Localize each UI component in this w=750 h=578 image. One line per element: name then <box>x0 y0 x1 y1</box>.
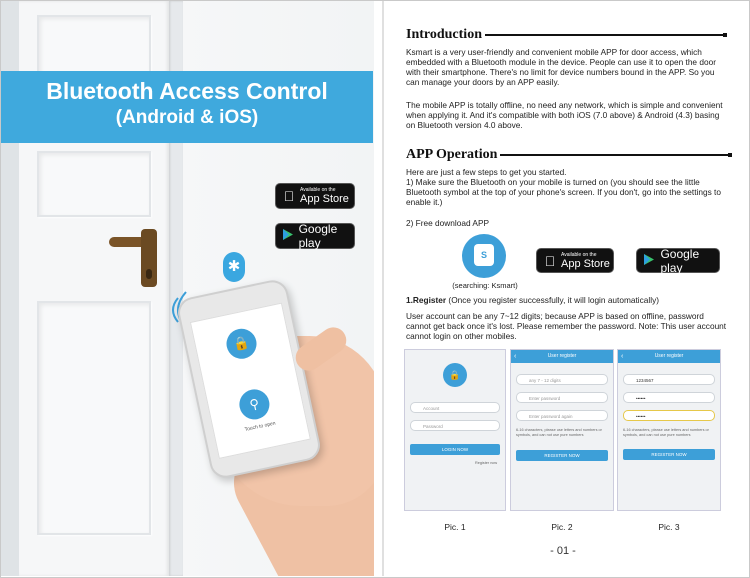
screenshot-login <box>404 349 506 511</box>
lock-icon: 🔒 <box>443 363 467 387</box>
phone-screen <box>190 303 311 459</box>
login-button[interactable]: LOGIN NOW <box>410 444 500 455</box>
intro-heading <box>406 27 727 43</box>
google-play-text: Google play <box>298 222 338 250</box>
password-hint: 6-16 characters, please use letters and numbers or symbols, and can not use pure numbers <box>516 428 602 437</box>
lock-icon[interactable]: 🔒 <box>224 326 260 362</box>
google-play-badge[interactable] <box>636 248 720 273</box>
intro-paragraph-1: Ksmart is a very user-friendly and convenient mobile APP for door access, which embedded with a Bluetooth module in the device. People can use it to open the door with their smartphone. There's no limit for device numbers bound in the APP. So you can manage your doors by an APP easily. <box>406 47 716 87</box>
left-page <box>1 1 374 576</box>
intro-paragraph-2: The mobile APP is totally offline, no need any network, which is simple and convenient when applying it. And it's compatible with both iOS (7.0 above) & Android (4.3) basing on Bluetooth version 4.0 above. <box>406 100 723 130</box>
operation-step-2: 2) Free download APP <box>406 218 490 228</box>
account-field[interactable]: any 7 - 12 digits <box>516 374 608 385</box>
intro-heading-text: Introduction <box>406 27 482 42</box>
caption-pic-1: Pic. 1 <box>444 522 466 532</box>
banner-title: Bluetooth Access Control <box>46 78 328 104</box>
confirm-password-field[interactable]: Enter password again <box>516 410 608 421</box>
operation-step-1: 1) Make sure the Bluetooth on your mobile is turned on (you should see the little Bluetooth symbol at the top of your phone's screen. If you don't, go into the settings to enable it.) <box>406 177 721 207</box>
register-button[interactable]: REGISTER NOW <box>623 449 715 460</box>
screenshot-register-filled <box>617 349 721 511</box>
key-icon[interactable]: ⚲ <box>237 387 273 423</box>
register-link[interactable]: Register now <box>475 461 498 465</box>
account-field[interactable]: Account <box>410 402 500 413</box>
back-icon[interactable]: ‹ <box>621 353 624 360</box>
page-number: - 01 - <box>550 545 576 557</box>
operation-heading <box>406 147 732 163</box>
register-titlebar <box>511 350 613 363</box>
door-panel-middle <box>37 151 151 217</box>
register-bold: 1.Register <box>406 295 447 305</box>
search-caption: (searching: Ksmart) <box>452 281 518 290</box>
confirm-password-field[interactable]: •••••• <box>623 410 715 421</box>
heading-dot <box>723 33 727 37</box>
appstore-small-text: Available on the <box>300 187 336 193</box>
heading-rule <box>485 34 723 36</box>
play-icon <box>280 228 296 244</box>
banner-subtitle: (Android & iOS) <box>115 107 259 128</box>
google-play-text: Google play <box>660 246 700 275</box>
appstore-small-text: Available on the <box>561 251 597 258</box>
heading-dot <box>728 153 732 157</box>
door-panel-top <box>37 15 151 77</box>
register-title: User register <box>654 353 684 359</box>
appstore-big-text: App Store <box>561 257 610 270</box>
apple-icon <box>280 188 298 204</box>
google-play-badge[interactable] <box>275 223 355 249</box>
operation-intro: Here are just a few steps to get you started. <box>406 167 567 177</box>
lock-icon: S <box>474 244 494 266</box>
password-field[interactable]: Enter password <box>516 392 608 403</box>
app-store-badge[interactable] <box>275 183 355 209</box>
door-panel-bottom <box>37 301 151 535</box>
register-button[interactable]: REGISTER NOW <box>516 450 608 461</box>
password-hint: 6-16 characters, please use letters and numbers or symbols, and can not use pure numbers <box>623 428 709 437</box>
back-icon[interactable]: ‹ <box>514 353 517 360</box>
keyhole <box>146 269 152 279</box>
register-title: User register <box>547 353 577 359</box>
password-field[interactable]: •••••• <box>623 392 715 403</box>
play-icon <box>641 253 657 269</box>
bluetooth-icon: ✱ <box>223 252 245 282</box>
register-heading <box>406 295 728 305</box>
heading-rule <box>500 154 728 156</box>
screenshot-register-empty <box>510 349 614 511</box>
register-paragraph: User account can be any 7~12 digits; because APP is based on offline, password cannot get back once it's lost. Please remember the password. Note: This user account cannot login on other mobiles. <box>406 311 727 341</box>
smartphone <box>175 277 323 480</box>
app-store-badge[interactable] <box>536 248 614 273</box>
account-field[interactable]: 1234567 <box>623 374 715 385</box>
caption-pic-2: Pic. 2 <box>551 522 573 532</box>
apple-icon <box>541 253 559 269</box>
operation-heading-text: APP Operation <box>406 147 498 162</box>
password-field[interactable]: Password <box>410 420 500 431</box>
touch-label: Touch to open <box>244 420 277 433</box>
caption-pic-3: Pic. 3 <box>658 522 680 532</box>
register-rest: (Once you register successfully, it will login automatically) <box>446 295 659 305</box>
register-titlebar <box>618 350 720 363</box>
appstore-big-text: App Store <box>300 193 349 205</box>
